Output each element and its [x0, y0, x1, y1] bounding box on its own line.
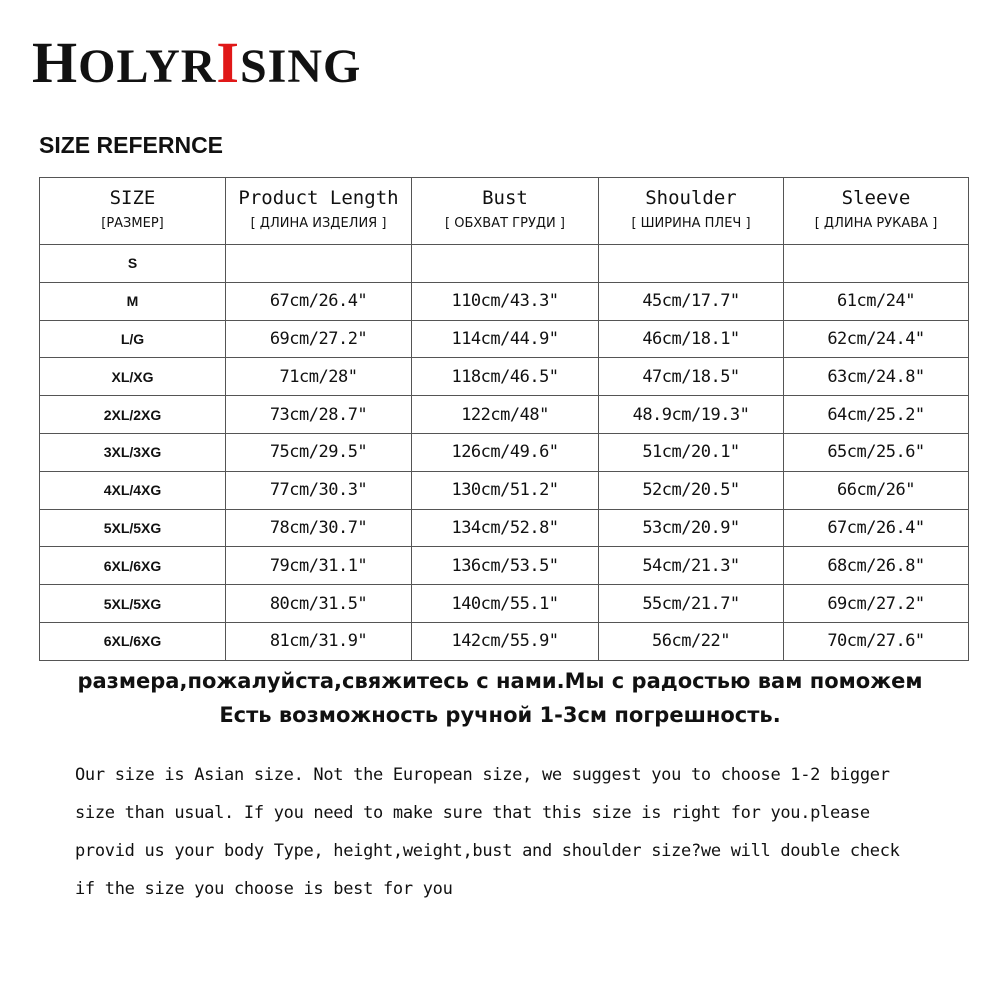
product-length-cell: 80cm/31.5" — [226, 585, 412, 623]
table-row — [40, 585, 969, 623]
shoulder-cell: 55cm/21.7" — [599, 585, 784, 623]
bust-cell: 142cm/55.9" — [412, 622, 599, 660]
table-row — [40, 509, 969, 547]
sleeve-cell — [784, 245, 969, 283]
size-cell: L/G — [40, 320, 226, 358]
product-length-cell: 71cm/28" — [226, 358, 412, 396]
bust-cell: 130cm/51.2" — [412, 471, 599, 509]
shoulder-cell: 51cm/20.1" — [599, 433, 784, 471]
table-header-row — [40, 178, 969, 245]
header-sleeve — [784, 178, 969, 245]
russian-note-line-1: размера,пожалуйста,свяжитесь с нами.Мы с радостью вам поможем — [77, 669, 923, 693]
size-table — [39, 177, 969, 661]
sleeve-cell: 62cm/24.4" — [784, 320, 969, 358]
logo-letters-sing: SING — [239, 40, 362, 93]
size-cell: XL/XG — [40, 358, 226, 396]
shoulder-cell: 46cm/18.1" — [599, 320, 784, 358]
product-length-cell: 73cm/28.7" — [226, 396, 412, 434]
shoulder-cell: 56cm/22" — [599, 622, 784, 660]
english-note-line: if the size you choose is best for you — [75, 879, 453, 899]
size-cell: 4XL/4XG — [40, 471, 226, 509]
product-length-cell: 79cm/31.1" — [226, 547, 412, 585]
product-length-cell: 67cm/26.4" — [226, 282, 412, 320]
sleeve-cell: 66cm/26" — [784, 471, 969, 509]
bust-cell: 110cm/43.3" — [412, 282, 599, 320]
product-length-cell: 69cm/27.2" — [226, 320, 412, 358]
bust-cell: 114cm/44.9" — [412, 320, 599, 358]
header-label-ru: [ ДЛИНА ИЗДЕЛИЯ ] — [250, 216, 387, 231]
header-product-length — [226, 178, 412, 245]
size-table-body — [40, 245, 969, 661]
header-bust — [412, 178, 599, 245]
header-label-ru: [ ОБХВАТ ГРУДИ ] — [445, 216, 565, 231]
bust-cell: 134cm/52.8" — [412, 509, 599, 547]
section-title: SIZE REFERNCE — [39, 132, 224, 158]
table-row — [40, 245, 969, 283]
sleeve-cell: 67cm/26.4" — [784, 509, 969, 547]
sleeve-cell: 63cm/24.8" — [784, 358, 969, 396]
product-length-cell: 75cm/29.5" — [226, 433, 412, 471]
brand-logo — [32, 30, 362, 95]
table-row — [40, 320, 969, 358]
bust-cell: 126cm/49.6" — [412, 433, 599, 471]
shoulder-cell: 48.9cm/19.3" — [599, 396, 784, 434]
shoulder-cell: 52cm/20.5" — [599, 471, 784, 509]
shoulder-cell: 45cm/17.7" — [599, 282, 784, 320]
bust-cell — [412, 245, 599, 283]
header-label: Bust — [482, 187, 528, 209]
table-row — [40, 547, 969, 585]
shoulder-cell: 53cm/20.9" — [599, 509, 784, 547]
bust-cell: 118cm/46.5" — [412, 358, 599, 396]
shoulder-cell: 47cm/18.5" — [599, 358, 784, 396]
bust-cell: 136cm/53.5" — [412, 547, 599, 585]
header-label: Product Length — [238, 187, 399, 209]
header-label: Sleeve — [841, 187, 911, 209]
size-cell: S — [40, 245, 226, 283]
header-shoulder — [599, 178, 784, 245]
size-cell: 5XL/5XG — [40, 585, 226, 623]
sleeve-cell: 65cm/25.6" — [784, 433, 969, 471]
table-row — [40, 282, 969, 320]
shoulder-cell — [599, 245, 784, 283]
header-label-ru: [ ШИРИНА ПЛЕЧ ] — [631, 216, 751, 231]
header-label-ru: [РАЗМЕР] — [101, 216, 164, 231]
sleeve-cell: 69cm/27.2" — [784, 585, 969, 623]
header-label-ru: [ ДЛИНА РУКАВА ] — [814, 216, 938, 231]
logo-letters-olyr: OLYR — [78, 40, 217, 93]
product-length-cell: 78cm/30.7" — [226, 509, 412, 547]
product-length-cell — [226, 245, 412, 283]
sleeve-cell: 64cm/25.2" — [784, 396, 969, 434]
table-row — [40, 471, 969, 509]
table-row — [40, 358, 969, 396]
size-cell: 3XL/3XG — [40, 433, 226, 471]
logo-letter-i-red: I — [216, 30, 240, 95]
table-row — [40, 622, 969, 660]
sleeve-cell: 61cm/24" — [784, 282, 969, 320]
bust-cell: 140cm/55.1" — [412, 585, 599, 623]
product-length-cell: 81cm/31.9" — [226, 622, 412, 660]
size-cell: 2XL/2XG — [40, 396, 226, 434]
bust-cell: 122cm/48" — [412, 396, 599, 434]
size-cell: 5XL/5XG — [40, 509, 226, 547]
shoulder-cell: 54cm/21.3" — [599, 547, 784, 585]
english-note-line: size than usual. If you need to make sure that this size is right for you.please — [75, 803, 870, 823]
header-label: Shoulder — [645, 187, 737, 209]
sleeve-cell: 68cm/26.8" — [784, 547, 969, 585]
logo-letter-h: H — [32, 30, 79, 95]
table-row — [40, 433, 969, 471]
size-cell: 6XL/6XG — [40, 547, 226, 585]
header-label: SIZE — [109, 187, 156, 209]
size-cell: M — [40, 282, 226, 320]
english-note — [75, 756, 980, 908]
product-length-cell: 77cm/30.3" — [226, 471, 412, 509]
table-row — [40, 396, 969, 434]
header-size — [40, 178, 226, 245]
sleeve-cell: 70cm/27.6" — [784, 622, 969, 660]
english-note-line: Our size is Asian size. Not the European size, we suggest you to choose 1-2 bigger — [75, 765, 890, 785]
english-note-line: provid us your body Type, height,weight,bust and shoulder size?we will double check — [75, 841, 900, 861]
russian-note-line-2: Есть возможность ручной 1-3см погрешность. — [219, 703, 781, 727]
size-cell: 6XL/6XG — [40, 622, 226, 660]
